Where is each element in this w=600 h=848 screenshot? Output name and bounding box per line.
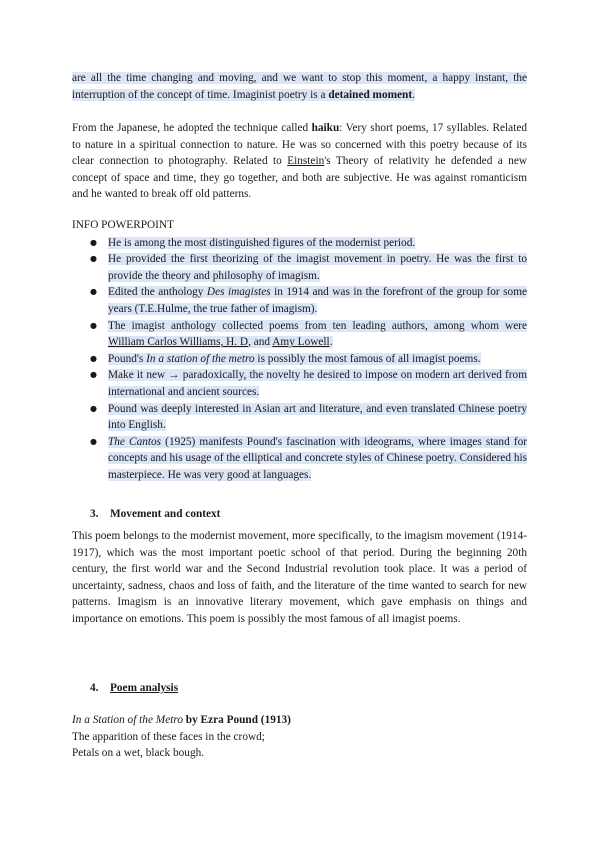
poem-block [72,712,527,762]
poem-line-2: Petals on a wet, black bough. [72,747,205,760]
einstein-link[interactable]: Einstein [287,155,325,168]
section-3-number: 3. [90,508,99,520]
section-3-body: This poem belongs to the modernist movement, more specifically, to the imagism movement (1914-1917), which was the most important poetic school of that period. During the beginning 20th century, the first world war and the Second Industrial revolution took place. It was a period of uncertainty, sadness, chaos and loss of faith, and the literature of the time wanted to search for new patterns. Imagism is an innovative literary movement, which gave emphasis on things and importance on emotions. This poem is possibly the most famous of all imagist poems. [72,530,527,625]
bullet-icon: ● [90,254,97,264]
poem-title-line [72,712,527,729]
bullet-text [108,353,481,365]
wcw-hd-link[interactable]: William Carlos Williams, H. D [108,336,249,349]
list-item [90,235,527,252]
p1-text: are all the time changing and moving, and we want to stop this moment, a happy instant, the interruption of the concept of time. Imaginist poetry is a [72,72,527,101]
p1-end: . [412,88,415,101]
section-4-number: 4. [90,682,99,694]
list-item [90,401,527,434]
b4-end: . [329,336,333,349]
amy-lowell-link[interactable]: Amy Lowell [272,336,330,349]
b8-text-b: (1925) manifests Pound's fascination with ideograms, where images stand for concepts and his usage of the elliptical and concrete styles of Chinese poetry. Considered his masterpiece. He was very good at languages. [108,435,527,481]
bullet-icon: ● [90,237,97,247]
section-3-title: Movement and context [110,508,221,520]
bullet-text: Make it new → paradoxically, the novelty he desired to impose on modern art derived from international and ancient sources. [108,369,527,398]
highlighted-text [72,72,527,101]
b5-text-b: is possibly the most famous of all imagist poems. [254,352,481,365]
bullet-icon: ● [90,436,97,446]
poem-title: In a Station of the Metro [72,714,183,726]
list-item [90,318,527,351]
section-4-title: Poem analysis [110,682,179,694]
list-item [90,251,527,284]
p2-bold-haiku: haiku [311,122,340,134]
b5-italic: In a station of the metro [146,352,255,365]
b3-text-b: in 1914 and was in the forefront of the group for some years (T.E.Hulme, the true father of imagism). [108,286,527,315]
p1-bold: detained moment [328,88,413,101]
info-bullet-list [72,235,527,484]
bullet-text [108,286,527,315]
bullet-text [108,436,527,481]
bullet-icon: ● [90,370,97,380]
b8-italic: The Cantos [108,435,162,448]
p2-text-a: From the Japanese, he adopted the technique called [72,122,312,134]
poem-byline: by Ezra Pound (1913) [182,714,291,726]
info-title: INFO POWERPOINT [72,219,174,231]
p2-text-b: : Very short poems, 17 syllables. Related to nature in a spiritual connection to nature. He was so concerned with this poetry because of its clear connection to photography. Related to [72,122,527,168]
poem-line-1: The apparition of these faces in the crowd; [72,730,265,743]
list-item [90,434,527,484]
b4-text-a: The imagist anthology collected poems from ten leading authors, among whom were [108,319,527,332]
list-item [90,351,527,368]
bullet-text: He provided the first theorizing of the imagist movement in poetry. He was the first to provide the theory and philosophy of imagism. [108,253,527,282]
list-item [90,367,527,400]
b3-italic: Des imagistes [206,286,271,299]
bullet-icon: ● [90,287,97,297]
b5-text-a: Pound's [108,352,147,365]
haiku-paragraph [72,120,527,203]
bullet-text: He is among the most distinguished figures of the modernist period. [108,236,416,249]
b3-text-a: Edited the anthology [108,286,207,299]
bullet-text: Pound was deeply interested in Asian art and literature, and even translated Chinese poetry into English. [108,402,527,432]
section-4-heading [72,680,527,697]
b4-mid: , and [248,336,273,349]
intro-paragraph [72,70,527,103]
bullet-icon: ● [90,320,97,330]
info-powerpoint-section [72,217,527,484]
section-3-heading [72,506,527,523]
p2-text-c: 's Theory of relativity he defended a new concept of space and time, they go together, and both are subjective. He was against romanticism and he wanted to break off old patterns. [72,155,527,201]
bullet-icon: ● [90,403,97,413]
list-item [90,284,527,317]
bullet-icon: ● [90,353,97,363]
bullet-text [108,320,527,349]
